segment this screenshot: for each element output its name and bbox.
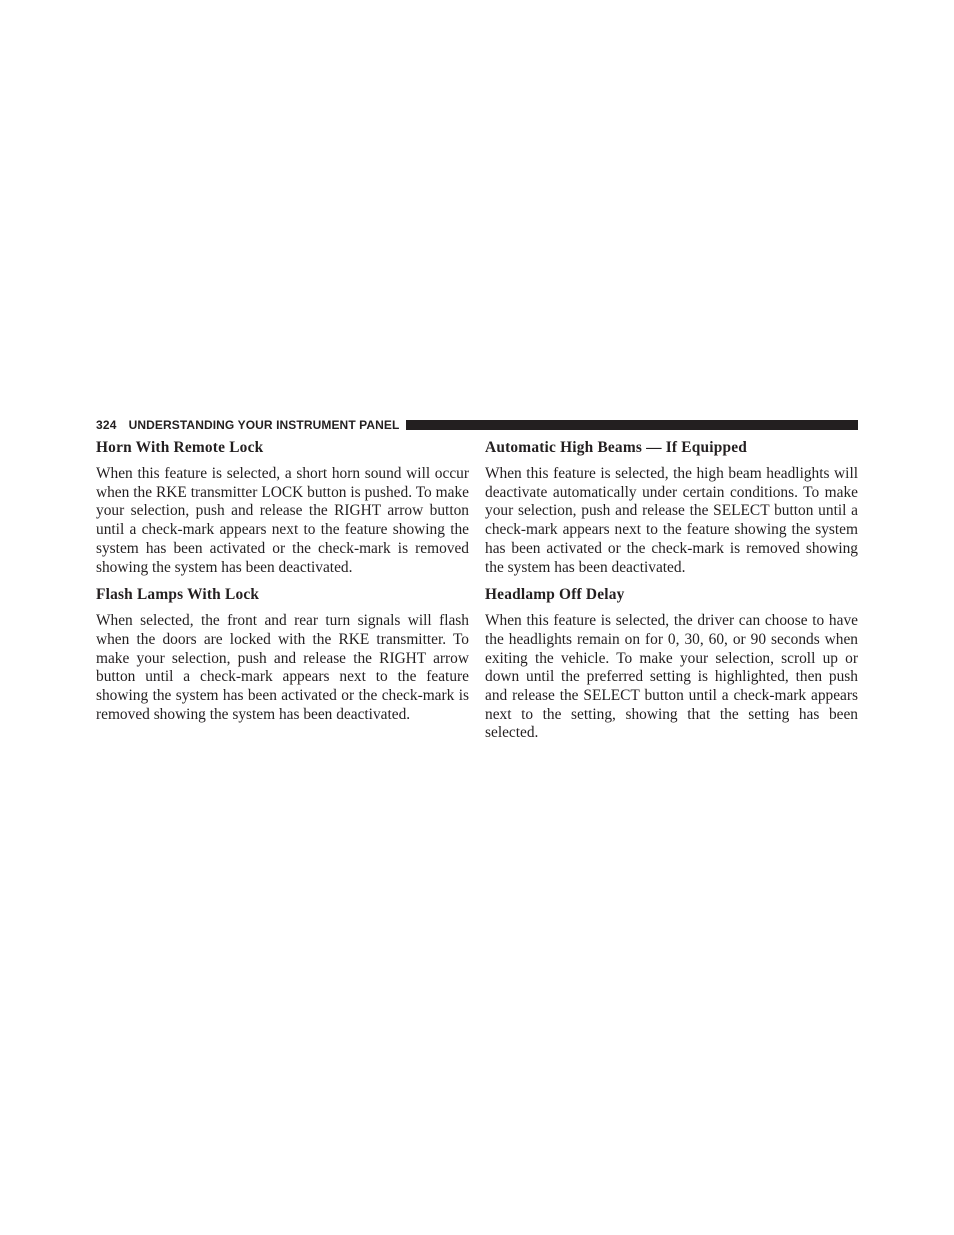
left-column	[96, 438, 469, 732]
paragraph-flash-lamps-with-lock: When selected, the front and rear turn signals will flash when the doors are locked with the RKE transmitter. To make your selection, push and release the RIGHT arrow button until a check-mark appears next to the feature showing the system has been activated or the check-mark is removed showing the system has been deactivated.	[96, 612, 469, 723]
heading-flash-lamps-with-lock: Flash Lamps With Lock	[96, 586, 260, 604]
paragraph-horn-with-remote-lock: When this feature is selected, a short horn sound will occur when the RKE transmitter LOCK button is pushed. To make your selection, push and release the RIGHT arrow button until a check-mark appears next to the feature showing the system has been activated or the check-mark is removed showing the system has been deactivated.	[96, 465, 469, 576]
right-column	[485, 438, 858, 751]
section-title: UNDERSTANDING YOUR INSTRUMENT PANEL	[128, 418, 400, 432]
page-header	[96, 417, 858, 433]
page-number: 324	[96, 418, 117, 432]
heading-horn-with-remote-lock: Horn With Remote Lock	[96, 439, 264, 456]
heading-headlamp-off-delay: Headlamp Off Delay	[485, 586, 625, 604]
paragraph-automatic-high-beams: When this feature is selected, the high beam headlights will deactivate automatically under certain conditions. To make your selection, push and release the SELECT button until a check-mark appears next to the feature showing the system has been activated or the check-mark is removed showing the system has been deactivated.	[485, 465, 858, 576]
paragraph-headlamp-off-delay: When this feature is selected, the driver can choose to have the headlights remain on for 0, 30, 60, or 90 seconds when exiting the vehicle. To make your selection, scroll up or down until the preferred setting is highlighted, then push and release the SELECT button until a check-mark appears next to the setting, showing that the setting has been selected.	[485, 612, 858, 742]
header-rule	[406, 420, 858, 430]
heading-automatic-high-beams: Automatic High Beams — If Equipped	[485, 439, 748, 456]
